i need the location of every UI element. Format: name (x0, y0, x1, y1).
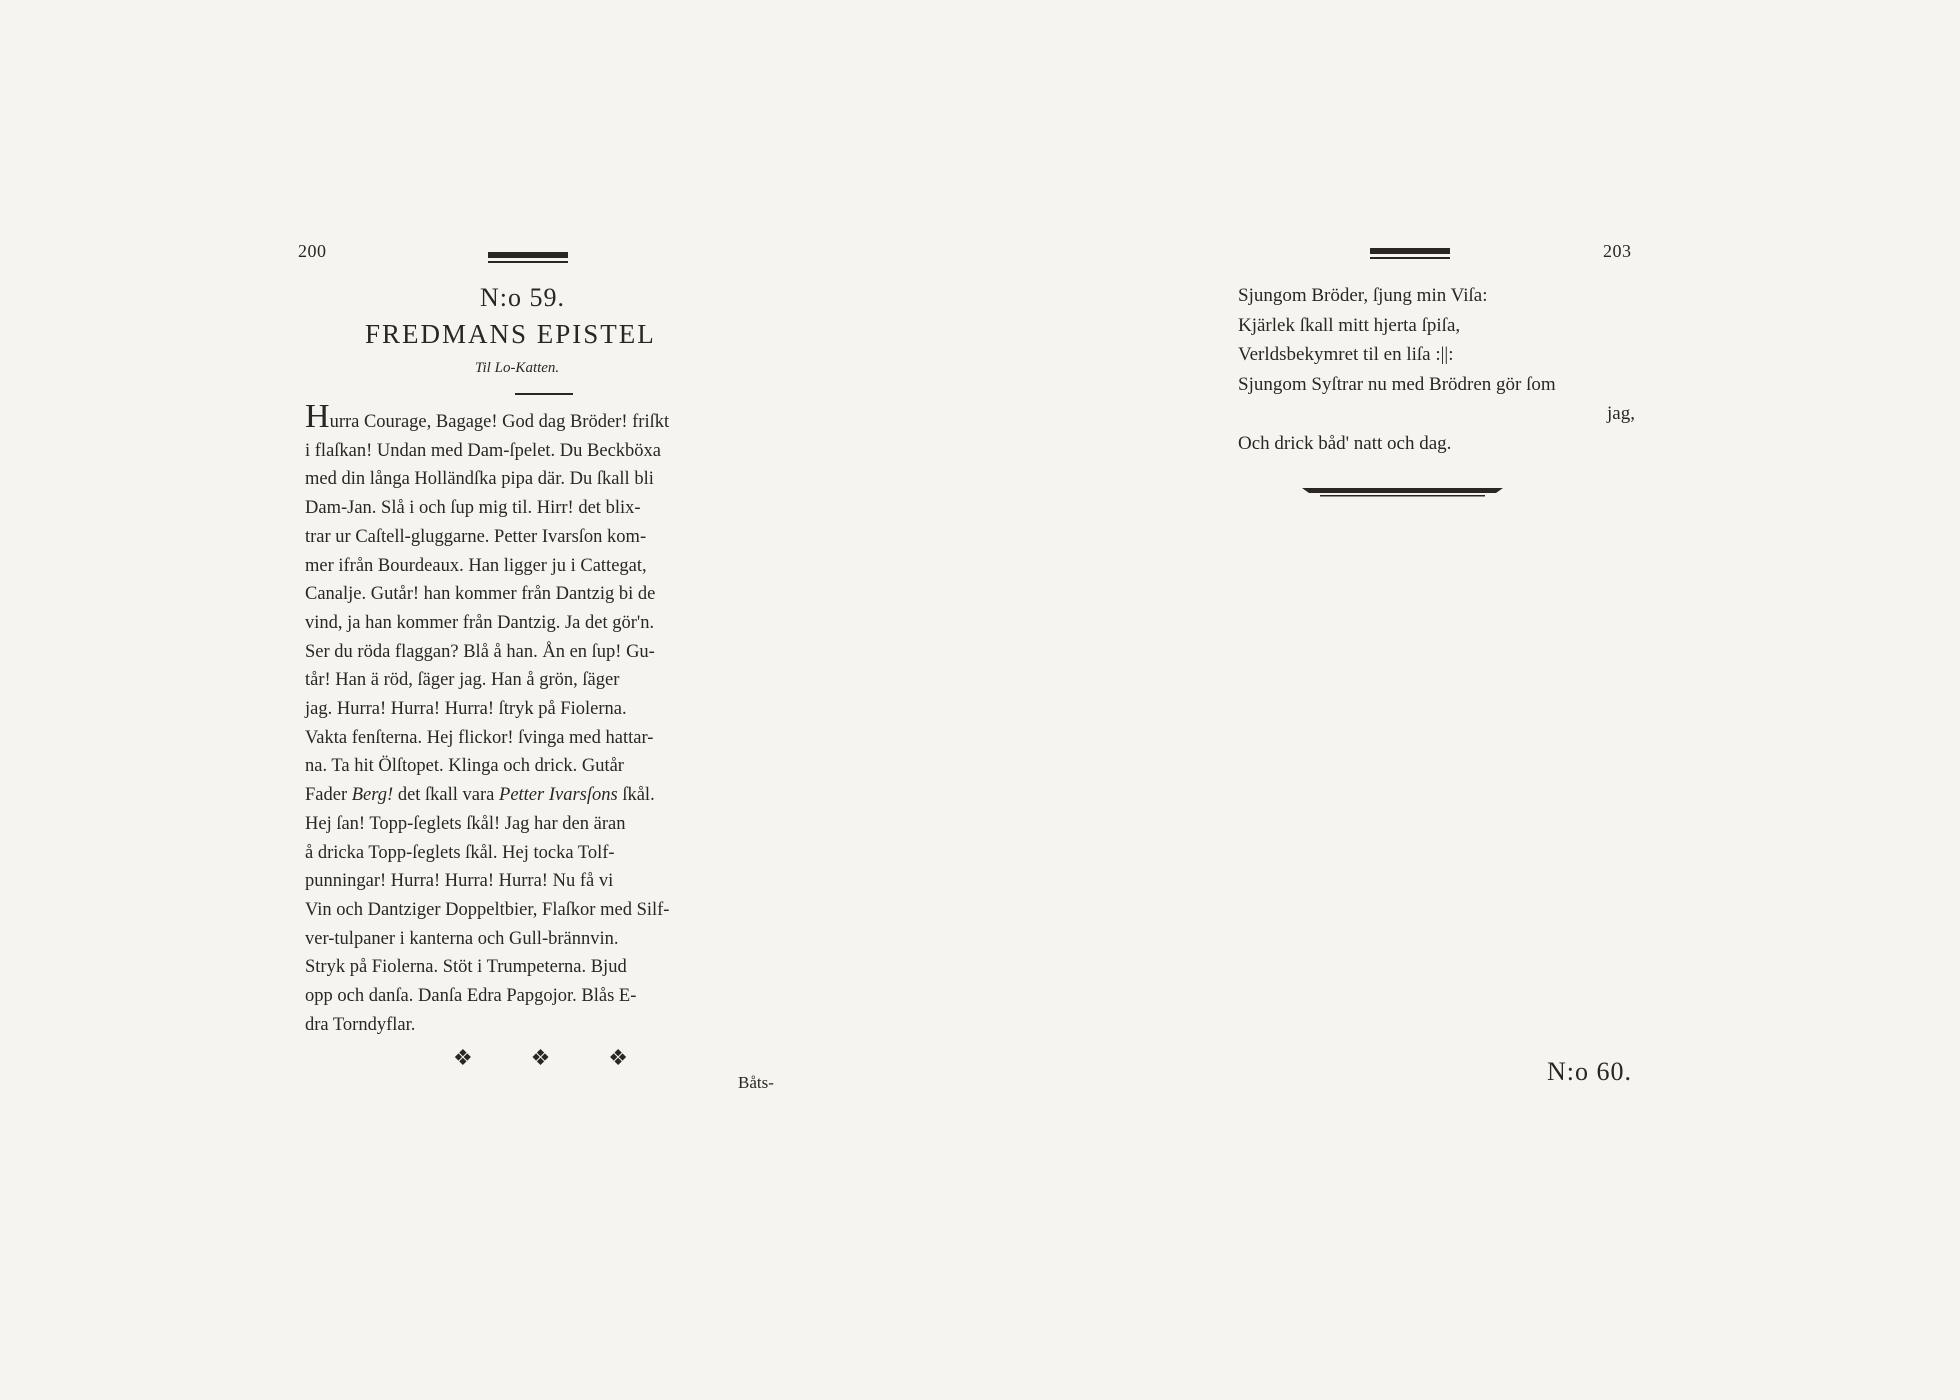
body-line: Vin och Dantziger Doppeltbier, Flaſkor med Silf- (305, 899, 670, 920)
epistle-number: N:o 59. (480, 283, 565, 312)
body-line: opp och danſa. Danſa Edra Papgojor. Blås E- (305, 986, 637, 1007)
stanza-runover: jag, (1607, 403, 1635, 424)
stanza-line: Sjungom Syſtrar nu med Brödren gör ſom (1238, 373, 1556, 395)
song-stanza (1238, 281, 1643, 458)
fleuron-icon: ❖ (608, 1045, 628, 1070)
epistle-title: FREDMANS EPISTEL (365, 319, 656, 349)
header-rule (1370, 248, 1450, 254)
body-line: Ser du röda flaggan? Blå å han. Ån en ſup! Gu- (305, 641, 655, 662)
body-line: Stryk på Fiolerna. Stöt i Trumpeterna. Bjud (305, 957, 627, 978)
end-ornament-icon (1300, 484, 1505, 498)
body-line: na. Ta hit Ölſtopet. Klinga och drick. Gutår (305, 756, 624, 777)
ornament-row (453, 1045, 628, 1071)
next-epistle-number: N:o 60. (1547, 1057, 1632, 1086)
stanza-line: Verldsbekymret til en liſa :||: (1238, 344, 1454, 365)
fleuron-icon: ❖ (530, 1045, 551, 1070)
epistle-subtitle: Til Lo-Katten. (475, 360, 560, 376)
body-line: å dricka Topp-ſeglets ſkål. Hej tocka Tolf- (305, 842, 615, 863)
epistle-body (305, 398, 780, 1039)
right-page (1235, 235, 1645, 1095)
page-number: 200 (298, 241, 327, 261)
fleuron-icon: ❖ (453, 1045, 473, 1070)
stanza-line: Sjungom Bröder, ſjung min Viſa: (1238, 285, 1488, 306)
body-line: mer ifrån Bourdeaux. Han ligger ju i Cattegat, (305, 555, 647, 576)
stanza-line: Och drick båd' natt och dag. (1238, 432, 1452, 454)
body-line: med din långa Holländſka pipa där. Du ſkall bli (305, 469, 654, 490)
drop-cap: H (305, 398, 330, 435)
body-line: Fader Berg! det ſkall vara Petter Ivarsſons ſkål. (305, 785, 655, 806)
body-line: tår! Han ä röd, ſäger jag. Han å grön, ſäger (305, 670, 620, 691)
body-line: Hurra Courage, Bagage! God dag Bröder! friſkt (305, 398, 670, 435)
body-line: i flaſkan! Undan med Dam-ſpelet. Du Beckböxa (305, 440, 662, 461)
body-line: dra Torndyflar. (305, 1014, 416, 1035)
header-rule (488, 252, 568, 258)
title-divider (515, 393, 573, 395)
body-line: Canalje. Gutår! han kommer från Dantzig bi de (305, 584, 656, 605)
page-number: 203 (1603, 241, 1632, 261)
body-line: punningar! Hurra! Hurra! Hurra! Nu få vi (305, 871, 614, 892)
body-line: Vakta fenſterna. Hej flickor! ſvinga med hattar- (305, 727, 654, 748)
catchword: Båts- (738, 1073, 774, 1092)
stanza-line: Kjärlek ſkall mitt hjerta ſpiſa, (1238, 314, 1461, 336)
body-line: vind, ja han kommer från Dantzig. Ja det gör'n. (305, 612, 655, 633)
body-line: ver-tulpaner i kanterna och Gull-brännvin. (305, 928, 619, 949)
body-line: jag. Hurra! Hurra! Hurra! ſtryk på Fiolerna. (305, 699, 627, 720)
body-line: trar ur Caſtell-gluggarne. Petter Ivarsſon kom- (305, 526, 647, 547)
body-line: Dam-Jan. Slå i och ſup mig til. Hirr! det blix- (305, 498, 641, 519)
body-line: Hej ſan! Topp-ſeglets ſkål! Jag har den äran (305, 813, 626, 834)
left-page (290, 235, 790, 1095)
